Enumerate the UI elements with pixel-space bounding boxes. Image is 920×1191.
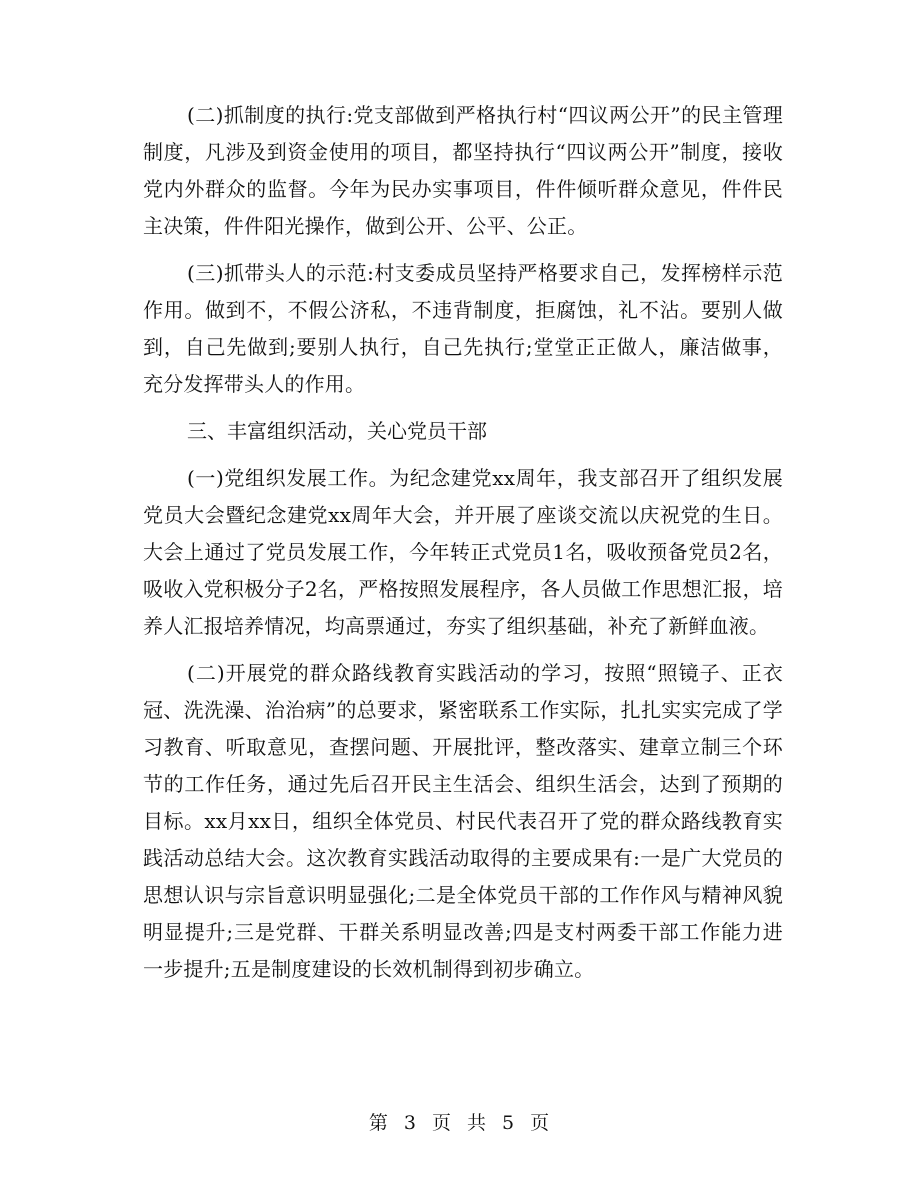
paragraph-leader-example: (三)抓带头人的示范:村支委成员坚持严格要求自己，发挥榜样示范作用。做到不，不假公济私，不违背制度，拒腐蚀，礼不沾。要别人做到，自己先做到;要别人执行，自己先执行;堂堂正正做人，廉洁做事，充分发挥带头人的作用。 [143,261,783,396]
paragraph-party-development: (一)党组织发展工作。为纪念建党xx周年，我支部召开了组织发展党员大会暨纪念建党xx周年大会，并开展了座谈交流以庆祝党的生日。大会上通过了党员发展工作，今年转正式党员1名，吸收预备党员2名，吸收入党积极分子2名，严格按照发展程序，各人员做工作思想汇报，培养人汇报培养情况，均高票通过，夯实了组织基础，补充了新鲜血液。 [143,466,783,638]
section-heading: 三、丰富组织活动，关心党员干部 [187,419,487,443]
page-number-footer: 第 3 页 共 5 页 [368,1112,552,1134]
document-body [143,97,783,998]
paragraph-institution-execution: (二)抓制度的执行:党支部做到严格执行村“四议两公开”的民主管理制度，凡涉及到资金使用的项目，都坚持执行“四议两公开”制度，接收党内外群众的监督。今年为民办实事项目，件件倾听群众意见，件件民主决策，件件阳光操作，做到公开、公平、公正。 [143,103,783,238]
paragraph-mass-line-education: (二)开展党的群众路线教育实践活动的学习，按照“照镜子、正衣冠、洗洗澡、治治病”的总要求，紧密联系工作实际，扎扎实实完成了学习教育、听取意见，查摆问题、开展批评，整改落实、建章立制三个环节的工作任务，通过先后召开民主生活会、组织生活会，达到了预期的目标。xx月xx日，组织全体党员、村民代表召开了党的群众路线教育实践活动总结大会。这次教育实践活动取得的主要成果有:一是广大党员的思想认识与宗旨意识明显强化;二是全体党员干部的工作作风与精神风貌明显提升;三是党群、干群关系明显改善;四是支村两委干部工作能力进一步提升;五是制度建设的长效机制得到初步确立。 [143,661,783,981]
